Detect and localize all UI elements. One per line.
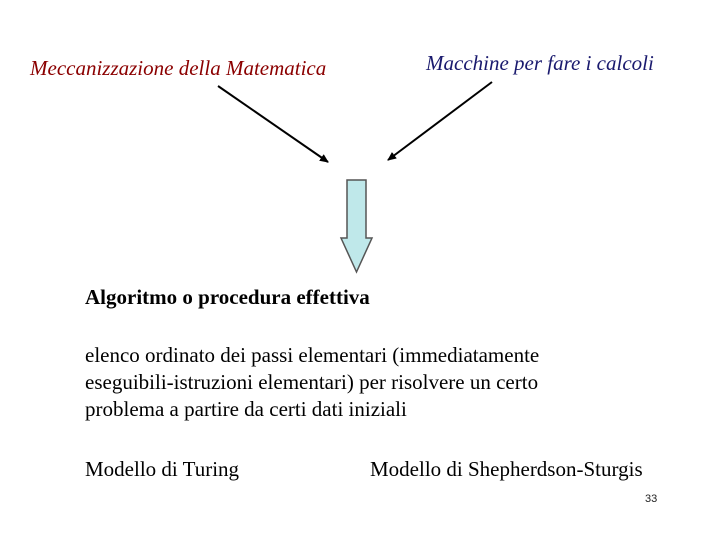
definition-line: problema a partire da certi dati iniziali	[85, 397, 407, 421]
arrow-left-converging	[218, 86, 328, 162]
source-mathematics-mechanization: Meccanizzazione della Matematica	[30, 56, 327, 80]
definition-line: elenco ordinato dei passi elementari (immediatamente	[85, 343, 540, 367]
definition-line: eseguibili-istruzioni elementari) per risolvere un certo	[85, 370, 539, 394]
source-calculating-machines: Macchine per fare i calcoli	[426, 51, 654, 75]
page-number: 33	[645, 493, 658, 505]
model-shepherdson-sturgis: Modello di Shepherdson-Sturgis	[370, 457, 643, 481]
model-turing: Modello di Turing	[85, 457, 240, 481]
block-arrow-down-icon	[341, 180, 372, 272]
definition-paragraph	[85, 342, 539, 423]
arrow-right-converging	[388, 82, 492, 160]
heading-algorithm: Algoritmo o procedura effettiva	[85, 285, 370, 309]
